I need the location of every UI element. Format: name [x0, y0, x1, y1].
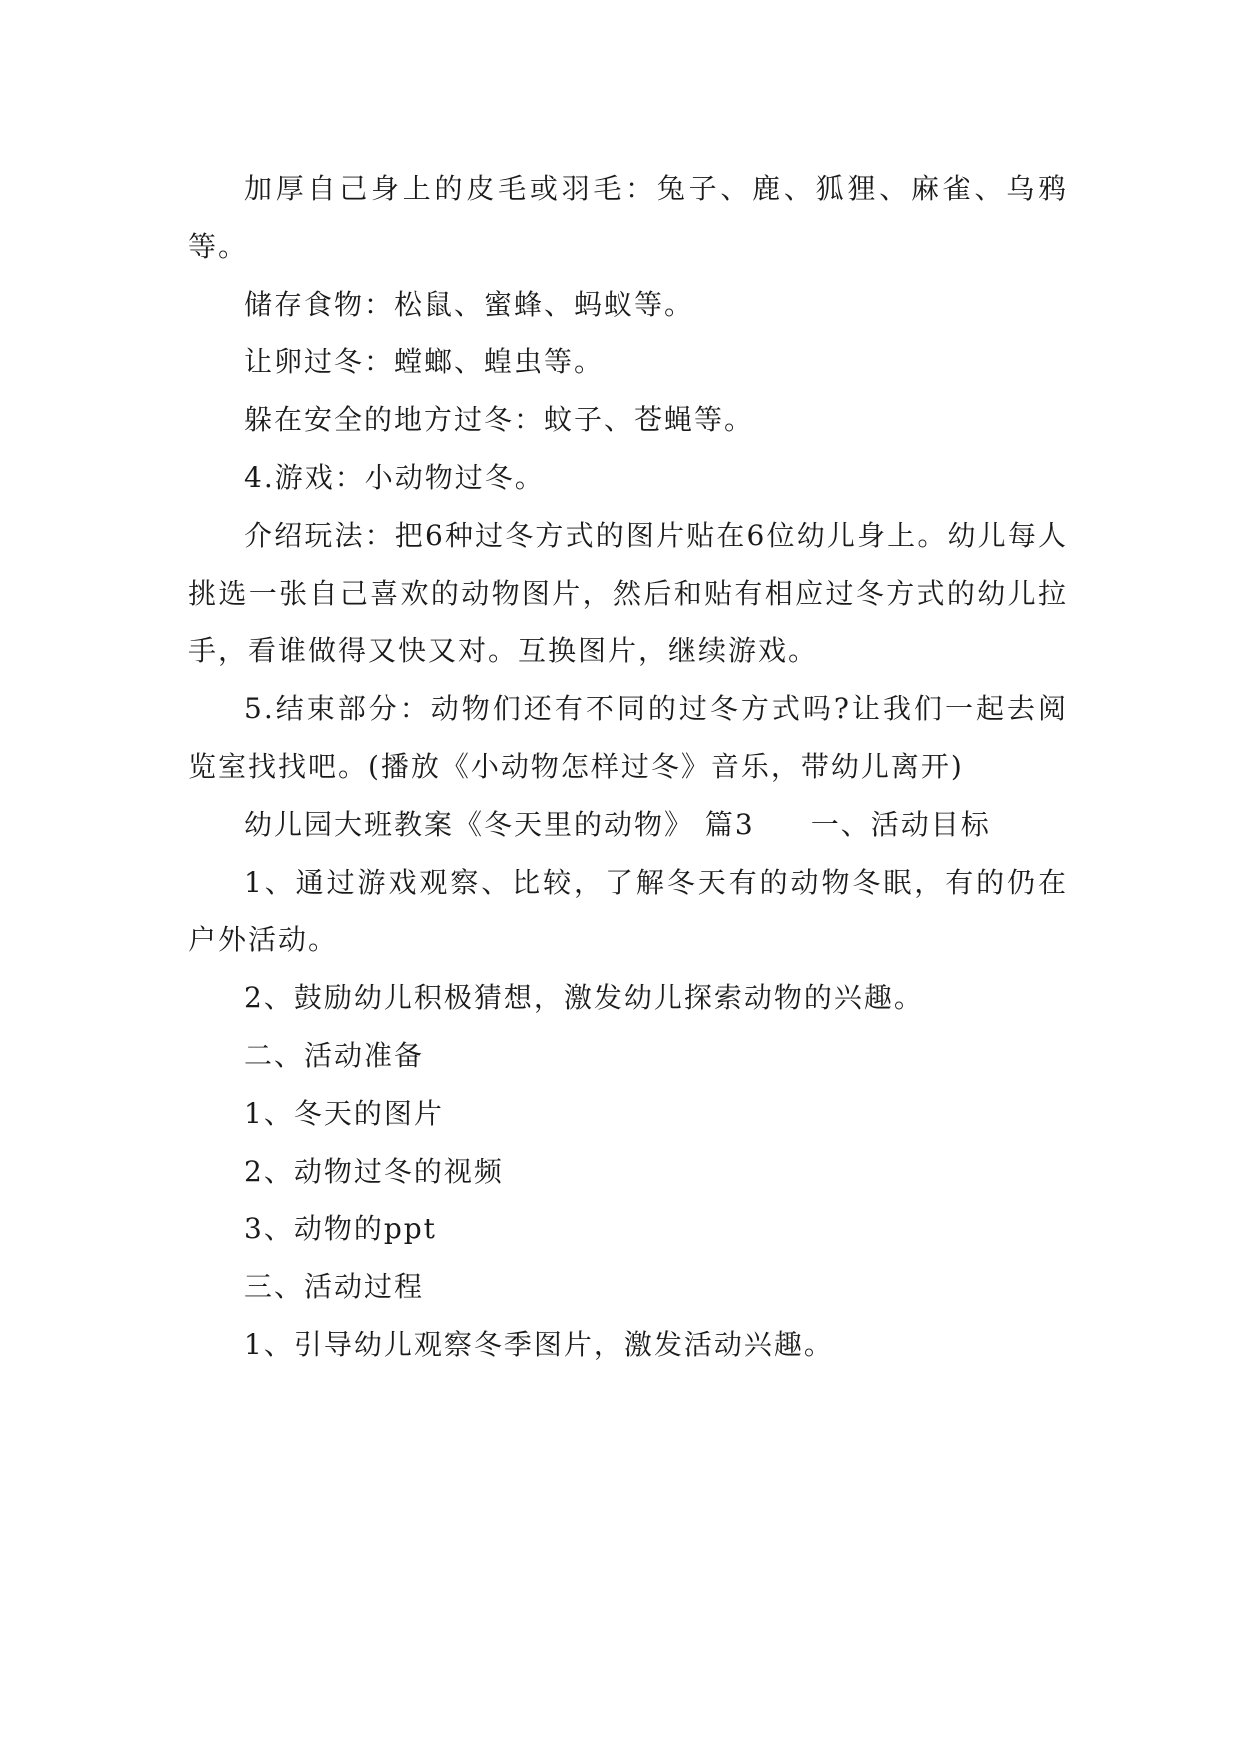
paragraph-ending: 5.结束部分：动物们还有不同的过冬方式吗?让我们一起去阅览室找找吧。(播放《小动物怎样过冬》音乐，带幼儿离开)	[188, 692, 1068, 783]
heading-process: 三、活动过程	[244, 1270, 425, 1304]
paragraph-hide-safe-place: 躲在安全的地方过冬：蚊子、苍蝇等。	[244, 403, 755, 437]
section-title: 幼儿园大班教案《冬天里的动物》 篇3	[244, 807, 755, 841]
heading-preparation: 二、活动准备	[244, 1038, 425, 1072]
paragraph-goal-1: 1、通过游戏观察、比较，了解冬天有的动物冬眠，有的仍在户外活动。	[188, 865, 1068, 957]
section-title-line	[188, 796, 1068, 854]
document-body	[188, 160, 1068, 1374]
paragraph-eggs-overwinter: 让卵过冬：螳螂、蝗虫等。	[244, 345, 605, 379]
section-first-heading: 一、活动目标	[810, 807, 991, 841]
list-item-prep-2: 2、动物过冬的视频	[244, 1154, 504, 1188]
paragraph-game-title: 4.游戏：小动物过冬。	[244, 460, 545, 494]
paragraph-store-food: 储存食物：松鼠、蜜蜂、蚂蚁等。	[244, 287, 695, 321]
list-item-prep-3: 3、动物的ppt	[244, 1212, 437, 1246]
list-item-process-1: 1、引导幼儿观察冬季图片，激发活动兴趣。	[244, 1327, 834, 1361]
list-item-prep-1: 1、冬天的图片	[244, 1096, 444, 1130]
paragraph-thicken-fur: 加厚自己身上的皮毛或羽毛：兔子、鹿、狐狸、麻雀、乌鸦等。	[188, 172, 1068, 263]
paragraph-goal-2: 2、鼓励幼儿积极猜想，激发幼儿探索动物的兴趣。	[244, 981, 924, 1015]
paragraph-game-rules: 介绍玩法：把6种过冬方式的图片贴在6位幼儿身上。幼儿每人挑选一张自己喜欢的动物图片，然后和贴有相应过冬方式的幼儿拉手，看谁做得又快又对。互换图片，继续游戏。	[188, 518, 1068, 668]
